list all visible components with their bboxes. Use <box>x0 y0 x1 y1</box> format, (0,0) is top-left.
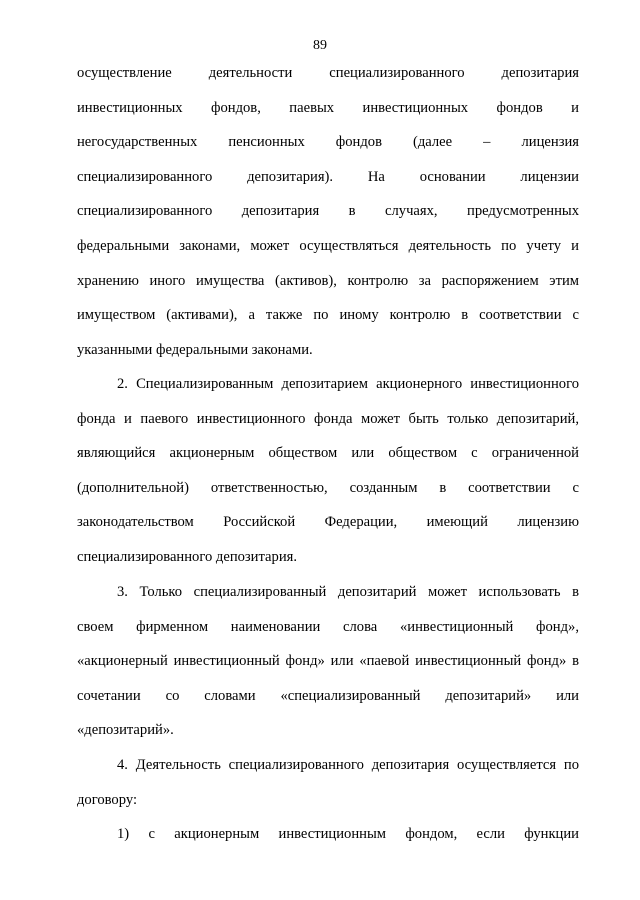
text-line: негосударственных пенсионных фондов (далее – лицензия <box>77 134 579 151</box>
text-line: инвестиционных фондов, паевых инвестиционных фондов и <box>77 99 579 116</box>
text-line: специализированного депозитария). На основании лицензии <box>77 168 579 185</box>
text-line: «акционерный инвестиционный фонд» или «паевой инвестиционный фонд» в <box>77 653 579 670</box>
text-line: 2. Специализированным депозитарием акционерного инвестиционного <box>117 376 579 392</box>
text-line: договору: <box>77 791 137 808</box>
text-line: 4. Деятельность специализированного депозитария осуществляется по <box>117 757 579 773</box>
text-line: специализированного депозитария. <box>77 548 297 565</box>
text-line: хранению иного имущества (активов), контролю за распоряжением этим <box>77 272 579 289</box>
text-line: указанными федеральными законами. <box>77 341 313 358</box>
text-line: (дополнительной) ответственностью, созданным в соответствии с <box>77 479 579 496</box>
text-line: сочетании со словами «специализированный депозитарий» или <box>77 687 579 704</box>
text-line: «депозитарий». <box>77 722 174 739</box>
text-line: являющийся акционерным обществом или обществом с ограниченной <box>77 445 579 462</box>
text-line: специализированного депозитария в случаях, предусмотренных <box>77 203 579 220</box>
text-line: законодательством Российской Федерации, имеющий лицензию <box>77 514 579 531</box>
text-line: 1) с акционерным инвестиционным фондом, если функции <box>117 826 579 842</box>
text-line: осуществление деятельности специализированного депозитария <box>77 65 579 81</box>
text-line: фонда и паевого инвестиционного фонда может быть только депозитарий, <box>77 410 579 427</box>
paragraph-5 <box>77 817 579 852</box>
page-number: 89 <box>313 38 327 53</box>
text-line: федеральными законами, может осуществляться деятельность по учету и <box>77 237 579 254</box>
paragraph-1 <box>77 56 579 367</box>
text-line: своем фирменном наименовании слова «инвестиционный фонд», <box>77 618 579 635</box>
text-line: имуществом (активами), а также по иному контролю в соответствии с <box>77 307 579 324</box>
text-line: 3. Только специализированный депозитарий может использовать в <box>117 584 579 600</box>
paragraph-3 <box>77 575 579 748</box>
paragraph-4 <box>77 748 579 817</box>
paragraph-2 <box>77 367 579 575</box>
